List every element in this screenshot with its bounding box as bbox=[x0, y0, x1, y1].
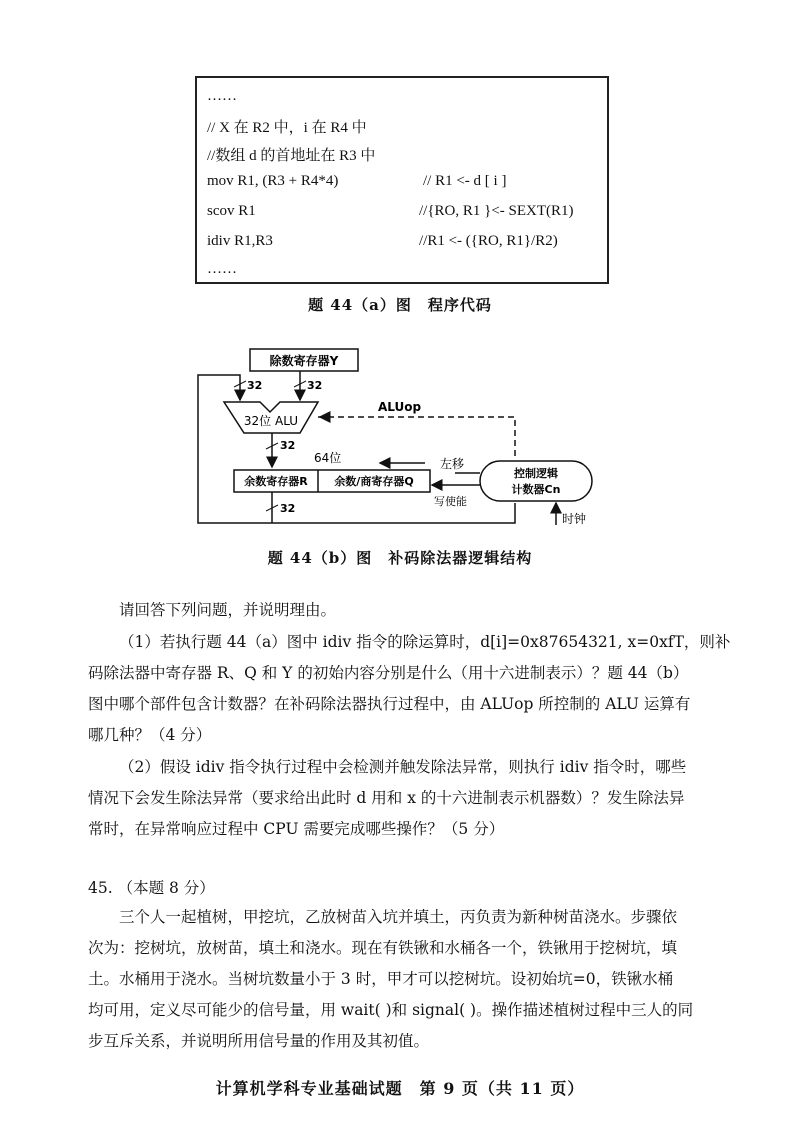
bits-64-label: 64位 bbox=[314, 451, 342, 465]
question-45 bbox=[88, 902, 724, 1057]
code-line: //数组 d 的首地址在 R3 中 bbox=[207, 148, 376, 164]
q45-line: 步互斥关系，并说明所用信号量的作用及其初值。 bbox=[88, 1032, 430, 1050]
figure-caption-a: 题 44（a）图 程序代码 bbox=[308, 296, 492, 314]
q2-line: 情况下会发生除法异常（要求给出此时 d 用和 x 的十六进制表示机器数）？发生除法异 bbox=[88, 789, 685, 807]
q1-line: 哪几种？（4 分） bbox=[88, 726, 212, 744]
page-footer: 计算机学科专业基础试题 第 9 页（共 11 页） bbox=[215, 1079, 585, 1098]
q45-line: 土。水桶用于浇水。当树坑数量小于 3 时，甲才可以挖树坑。设初始坑=0，铁锹水桶 bbox=[88, 970, 674, 988]
divider-diagram bbox=[190, 345, 610, 535]
question-1 bbox=[88, 627, 731, 751]
q45-line: 均可用，定义尽可能少的信号量，用 wait( )和 signal( )。操作描述植树过程中三人的同 bbox=[88, 1001, 694, 1019]
shift-left-label: 左移 bbox=[440, 457, 465, 471]
code-line: // X 在 R2 中，i 在 R4 中 bbox=[207, 120, 367, 136]
code-comment: //R1 <- ({RO, R1}/R2) bbox=[419, 233, 558, 249]
clock-label: 时钟 bbox=[562, 512, 587, 526]
question-2 bbox=[88, 752, 724, 845]
control-logic-line2: 计数器Cn bbox=[511, 483, 561, 496]
bottom-loop bbox=[272, 503, 515, 523]
control-logic-line1: 控制逻辑 bbox=[514, 467, 558, 480]
question-45-title: 45. （本题 8 分） bbox=[88, 879, 215, 897]
feedback-loop bbox=[198, 375, 272, 523]
bits-alu-out-label: 32 bbox=[280, 439, 296, 452]
q2-line: 常时，在异常响应过程中 CPU 需要完成哪些操作？（5 分） bbox=[88, 820, 505, 838]
code-line: idiv R1,R3 bbox=[207, 233, 273, 249]
q45-line: 次为：挖树坑，放树苗，填土和浇水。现在有铁锹和水桶各一个，铁锹用于挖树坑，填 bbox=[88, 939, 678, 957]
q2-line: （2）假设 idiv 指令执行过程中会检测并触发除法异常，则执行 idiv 指令时，哪些 bbox=[119, 758, 687, 776]
figure-caption-b: 题 44（b）图 补码除法器逻辑结构 bbox=[267, 549, 533, 567]
intro-text bbox=[88, 595, 724, 626]
write-enable-label: 写使能 bbox=[434, 495, 467, 508]
code-comment: //{RO, R1 }<- SEXT(R1) bbox=[419, 203, 574, 219]
q1-line: 图中哪个部件包含计数器？在补码除法器执行过程中，由 ALUop 所控制的 ALU 运算有 bbox=[88, 695, 691, 713]
aluop-label: ALUop bbox=[378, 400, 422, 414]
bits-bottom-label: 32 bbox=[280, 502, 296, 515]
quotient-register-label: 余数/商寄存器Q bbox=[334, 475, 414, 488]
code-box bbox=[195, 76, 609, 284]
q1-line: 码除法器中寄存器 R、Q 和 Y 的初始内容分别是什么（用十六进制表示）？题 44（b） bbox=[88, 664, 689, 682]
code-comment: // R1 <- d [ i ] bbox=[423, 173, 507, 189]
code-line: mov R1, (R3 + R4*4) bbox=[207, 173, 339, 189]
code-line: …… bbox=[207, 261, 237, 277]
bits-right-label: 32 bbox=[307, 379, 323, 392]
code-line: …… bbox=[207, 88, 237, 104]
bits-left-label: 32 bbox=[247, 379, 263, 392]
q1-line: （1）若执行题 44（a）图中 idiv 指令的除运算时，d[i]=0x87654321, x=0xfT，则补 bbox=[119, 633, 731, 651]
q45-line: 三个人一起植树，甲挖坑，乙放树苗入坑并填土，丙负责为新种树苗浇水。步骤依 bbox=[119, 908, 678, 926]
intro-line: 请回答下列问题，并说明理由。 bbox=[119, 601, 337, 619]
code-line: scov R1 bbox=[207, 203, 256, 219]
divisor-register-label: 除数寄存器Y bbox=[269, 354, 339, 368]
alu-label: 32位 ALU bbox=[243, 414, 299, 428]
remainder-register-label: 余数寄存器R bbox=[244, 475, 308, 488]
aluop-line bbox=[318, 417, 515, 460]
